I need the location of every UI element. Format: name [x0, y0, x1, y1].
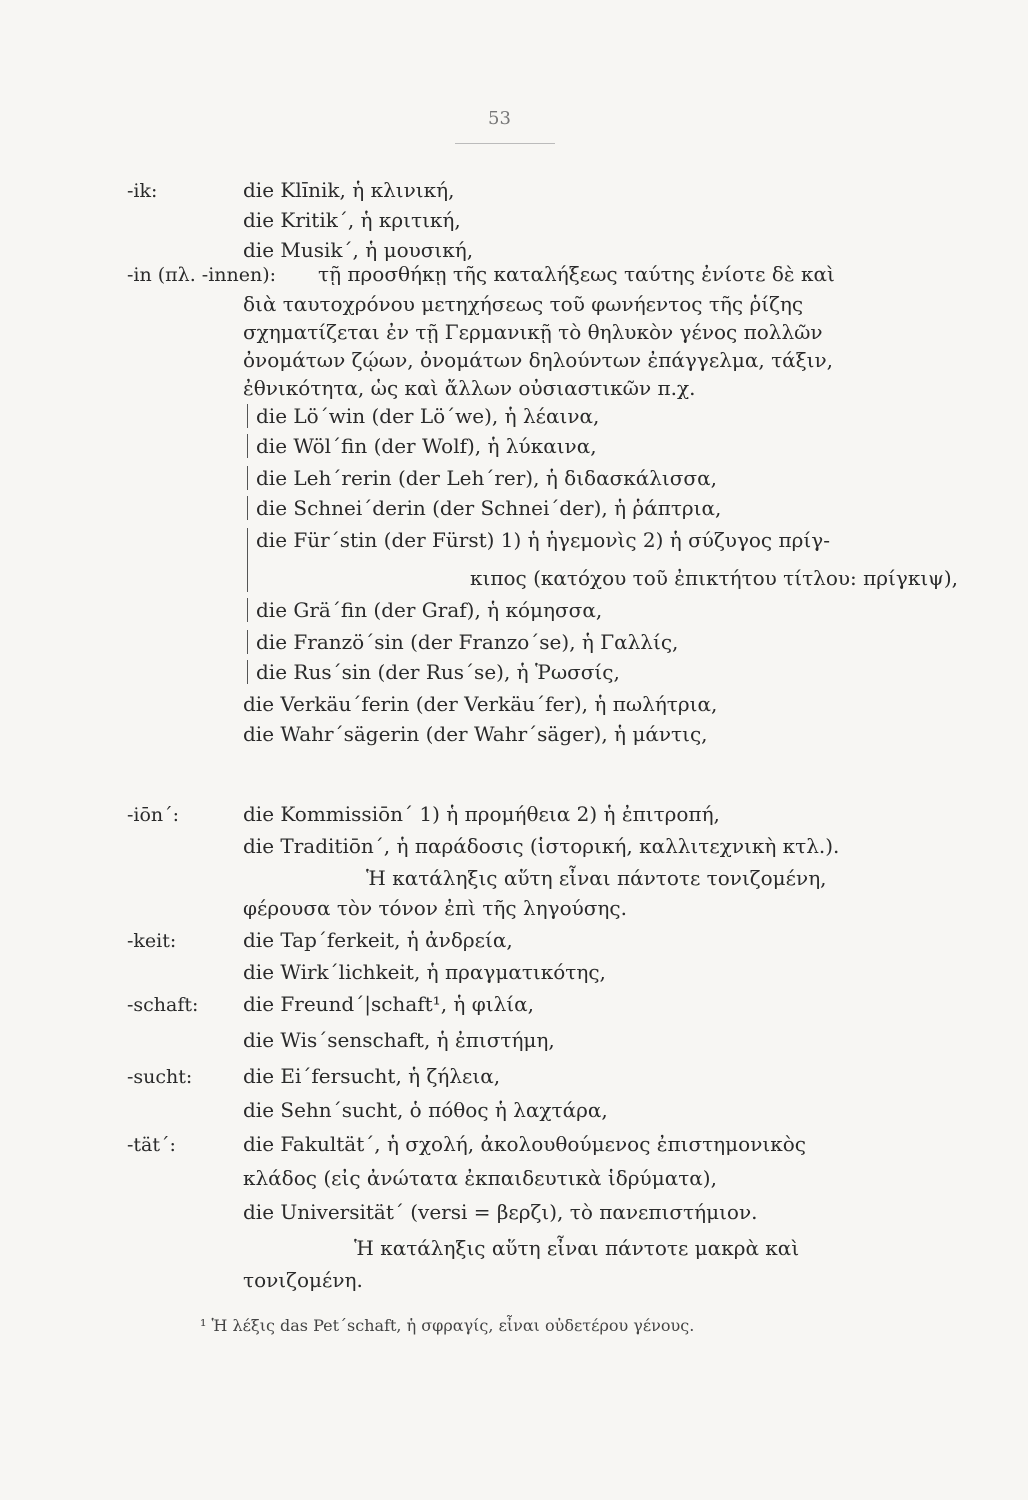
entry-bar [247, 466, 248, 490]
text-line: die Grä´fin (der Graf), ἡ κόμησσα, [256, 598, 603, 622]
entry-bar [247, 660, 248, 684]
text-line: die Für´stin (der Fürst) 1) ἡ ἡγεμονὶς 2) ἡ σύζυγος πρίγ- [256, 528, 830, 552]
text-line: die Rus´sin (der Rus´se), ἡ Ῥωσσίς, [256, 660, 620, 684]
text-line: die Schnei´derin (der Schnei´der), ἡ ῥάπτρια, [256, 496, 722, 520]
text-line: die Fakultät´, ἡ σχολή, ἀκολουθούμενος ἐπιστημονικὸς [243, 1132, 806, 1156]
entry-bar [247, 598, 248, 622]
text-line: die Lö´win (der Lö´we), ἡ λέαινα, [256, 404, 600, 428]
page-number: 53 [488, 108, 511, 129]
text-line: die Wöl´fin (der Wolf), ἡ λύκαινα, [256, 434, 597, 458]
text-line: die Traditiōn´, ἡ παράδοσις (ἱστορική, καλλιτεχνικὴ κτλ.). [243, 834, 840, 858]
text-line: die Tap´ferkeit, ἡ ἀνδρεία, [243, 928, 513, 952]
entry-bar [247, 434, 248, 458]
entry-bar [247, 496, 248, 520]
suffix-label: -tät´: [127, 1134, 176, 1156]
text-line: ἐθνικότητα, ὡς καὶ ἄλλων οὐσιαστικῶν π.χ. [243, 376, 696, 400]
text-line: die Ei´fersucht, ἡ ζήλεια, [243, 1064, 501, 1088]
text-line: die Sehn´sucht, ὁ πόθος ἡ λαχτάρα, [243, 1098, 608, 1122]
entry-bar [247, 528, 248, 592]
footnote: ¹ Ἡ λέξις das Pet´schaft, ἡ σφραγίς, εἶναι οὐδετέρου γένους. [200, 1316, 695, 1335]
text-line: die Wis´senschaft, ἡ ἐπιστήμη, [243, 1028, 555, 1052]
text-line: κιπος (κατόχου τοῦ ἐπικτήτου τίτλου: πρίγκιψ), [470, 566, 959, 590]
text-line: die Franzö´sin (der Franzo´se), ἡ Γαλλίς, [256, 630, 679, 654]
text-line: σχηματίζεται ἐν τῇ Γερμανικῇ τὸ θηλυκὸν γένος πολλῶν [243, 320, 823, 344]
text-line: τῇ προσθήκῃ τῆς καταλήξεως ταύτης ἐνίοτε δὲ καὶ [318, 262, 835, 286]
text-line: ὀνομάτων ζῴων, ὀνομάτων δηλούντων ἐπάγγελμα, τάξιν, [243, 348, 834, 372]
text-line: διὰ ταυτοχρόνου μετηχήσεως τοῦ φωνήεντος τῆς ῥίζης [243, 292, 804, 316]
text-line: die Klı̄nik, ἡ κλινική, [243, 178, 455, 202]
suffix-label: -ik: [127, 180, 158, 202]
entry-bar [247, 404, 248, 428]
text-line: die Musik´, ἡ μουσική, [243, 238, 474, 262]
text-line: Ἡ κατάληξις αὕτη εἶναι πάντοτε μακρὰ καὶ [354, 1236, 800, 1260]
suffix-label: -schaft: [127, 994, 199, 1016]
text-line: die Wirk´lichkeit, ἡ πραγματικότης, [243, 960, 606, 984]
suffix-label: -iōn´: [127, 804, 180, 826]
suffix-label: -sucht: [127, 1066, 193, 1088]
text-line: τονιζομένη. [243, 1268, 363, 1292]
entry-bar [247, 630, 248, 654]
text-line: die Kommissiōn´ 1) ἡ προμήθεια 2) ἡ ἐπιτροπή, [243, 802, 720, 826]
text-line: κλάδος (εἰς ἀνώτατα ἐκπαιδευτικὰ ἱδρύματα), [243, 1166, 717, 1190]
text-line: die Leh´rerin (der Leh´rer), ἡ διδασκάλισσα, [256, 466, 717, 490]
text-line: die Freund´|schaft¹, ἡ φιλία, [243, 992, 534, 1016]
text-line: die Kritik´, ἡ κριτική, [243, 208, 461, 232]
header-rule [455, 143, 555, 144]
text-line: die Universität´ (versi = βερζι), τὸ πανεπιστήμιον. [243, 1200, 758, 1224]
suffix-label: -in (πλ. -innen): [127, 264, 277, 286]
suffix-label: -keit: [127, 930, 177, 952]
text-line: die Wahr´sägerin (der Wahr´säger), ἡ μάντις, [243, 722, 708, 746]
text-line: Ἡ κατάληξις αὕτη εἶναι πάντοτε τονιζομένη, [366, 866, 827, 890]
text-line: die Verkäu´ferin (der Verkäu´fer), ἡ πωλήτρια, [243, 692, 718, 716]
text-line: φέρουσα τὸν τόνον ἐπὶ τῆς ληγούσης. [243, 896, 627, 920]
